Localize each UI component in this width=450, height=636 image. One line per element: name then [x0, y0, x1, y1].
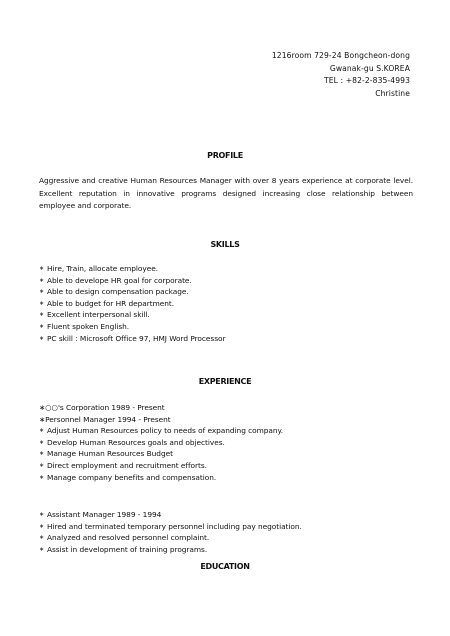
- bullet: ∗: [39, 450, 44, 458]
- list-item: ∗ Hired and terminated temporary personnel including pay negotiation.: [39, 521, 302, 531]
- list-item: ∗ PC skill : Microsoft Office 97, HMJ Word Processor: [39, 333, 226, 343]
- list-item: ∗ Adjust Human Resources policy to needs of expanding company.: [39, 426, 284, 436]
- skills-list: [39, 263, 225, 344]
- bullet: ∗: [39, 511, 44, 518]
- address-line-1: 1216room 729-24 Bongcheon-dong: [271, 51, 410, 60]
- bullet: ∗: [39, 265, 44, 272]
- address-line-2: Gwanak-gu S.KOREA: [329, 63, 410, 73]
- bullet: ∗: [39, 288, 44, 296]
- profile-heading: PROFILE: [207, 151, 243, 160]
- role-title: ∗Personnel Manager 1994 - Present: [39, 414, 171, 424]
- list-item: ∗ Manage company benefits and compensation.: [39, 472, 217, 482]
- list-item: [39, 509, 302, 521]
- experience-list-2: [39, 509, 302, 555]
- bullet: ∗: [39, 322, 44, 330]
- list-item: ∗ Assist in development of training programs.: [39, 544, 208, 554]
- skills-heading: SKILLS: [210, 240, 240, 249]
- bullet: ∗: [39, 334, 44, 342]
- role-title: Assistant Manager 1989 - 1994: [47, 510, 162, 519]
- bullet: ∗: [39, 276, 44, 284]
- list-item: ∗ Fluent spoken English.: [39, 321, 130, 331]
- list-item: ∗ Manage Human Resources Budget: [39, 449, 173, 459]
- profile-paragraph: Aggressive and creative Human Resources Manager with over 8 years experience at corporate level. Excellent reputation in innovative programs designed increasing close relationship between employee and corporate.: [39, 176, 413, 210]
- experience-list-1: [39, 402, 283, 483]
- list-item: ∗ Analyzed and resolved personnel complaint.: [39, 533, 210, 543]
- contact-address-block: [272, 50, 410, 100]
- bullet: ∗: [39, 427, 44, 435]
- experience-heading: EXPERIENCE: [198, 377, 252, 386]
- bullet: ∗: [39, 461, 44, 469]
- bullet: ∗: [39, 522, 44, 530]
- bullet: ∗: [39, 473, 44, 481]
- list-item: ∗ Develop Human Resources goals and objectives.: [39, 437, 225, 447]
- list-item: ∗ Able to design compensation package.: [39, 287, 189, 297]
- list-item: ∗ Able to budget for HR department.: [39, 298, 174, 308]
- list-item: ∗ Hire, Train, allocate employee.: [39, 264, 158, 273]
- bullet: ∗: [39, 438, 44, 446]
- bullet: ∗: [39, 545, 44, 553]
- list-item: ∗ Direct employment and recruitment efforts.: [39, 460, 207, 470]
- company-line: ∗○○'s Corporation 1989 - Present: [39, 403, 165, 412]
- bullet: ∗: [39, 311, 44, 319]
- name-line: Christine: [375, 88, 410, 98]
- education-heading: EDUCATION: [200, 562, 250, 571]
- bullet: ∗: [39, 299, 44, 307]
- phone-line: TEL : +82-2-835-4993: [324, 76, 410, 85]
- bullet: ∗: [39, 534, 44, 542]
- list-item: ∗ Excellent interpersonal skill.: [39, 310, 150, 320]
- list-item: ∗ Able to develope HR goal for corporate.: [39, 275, 192, 285]
